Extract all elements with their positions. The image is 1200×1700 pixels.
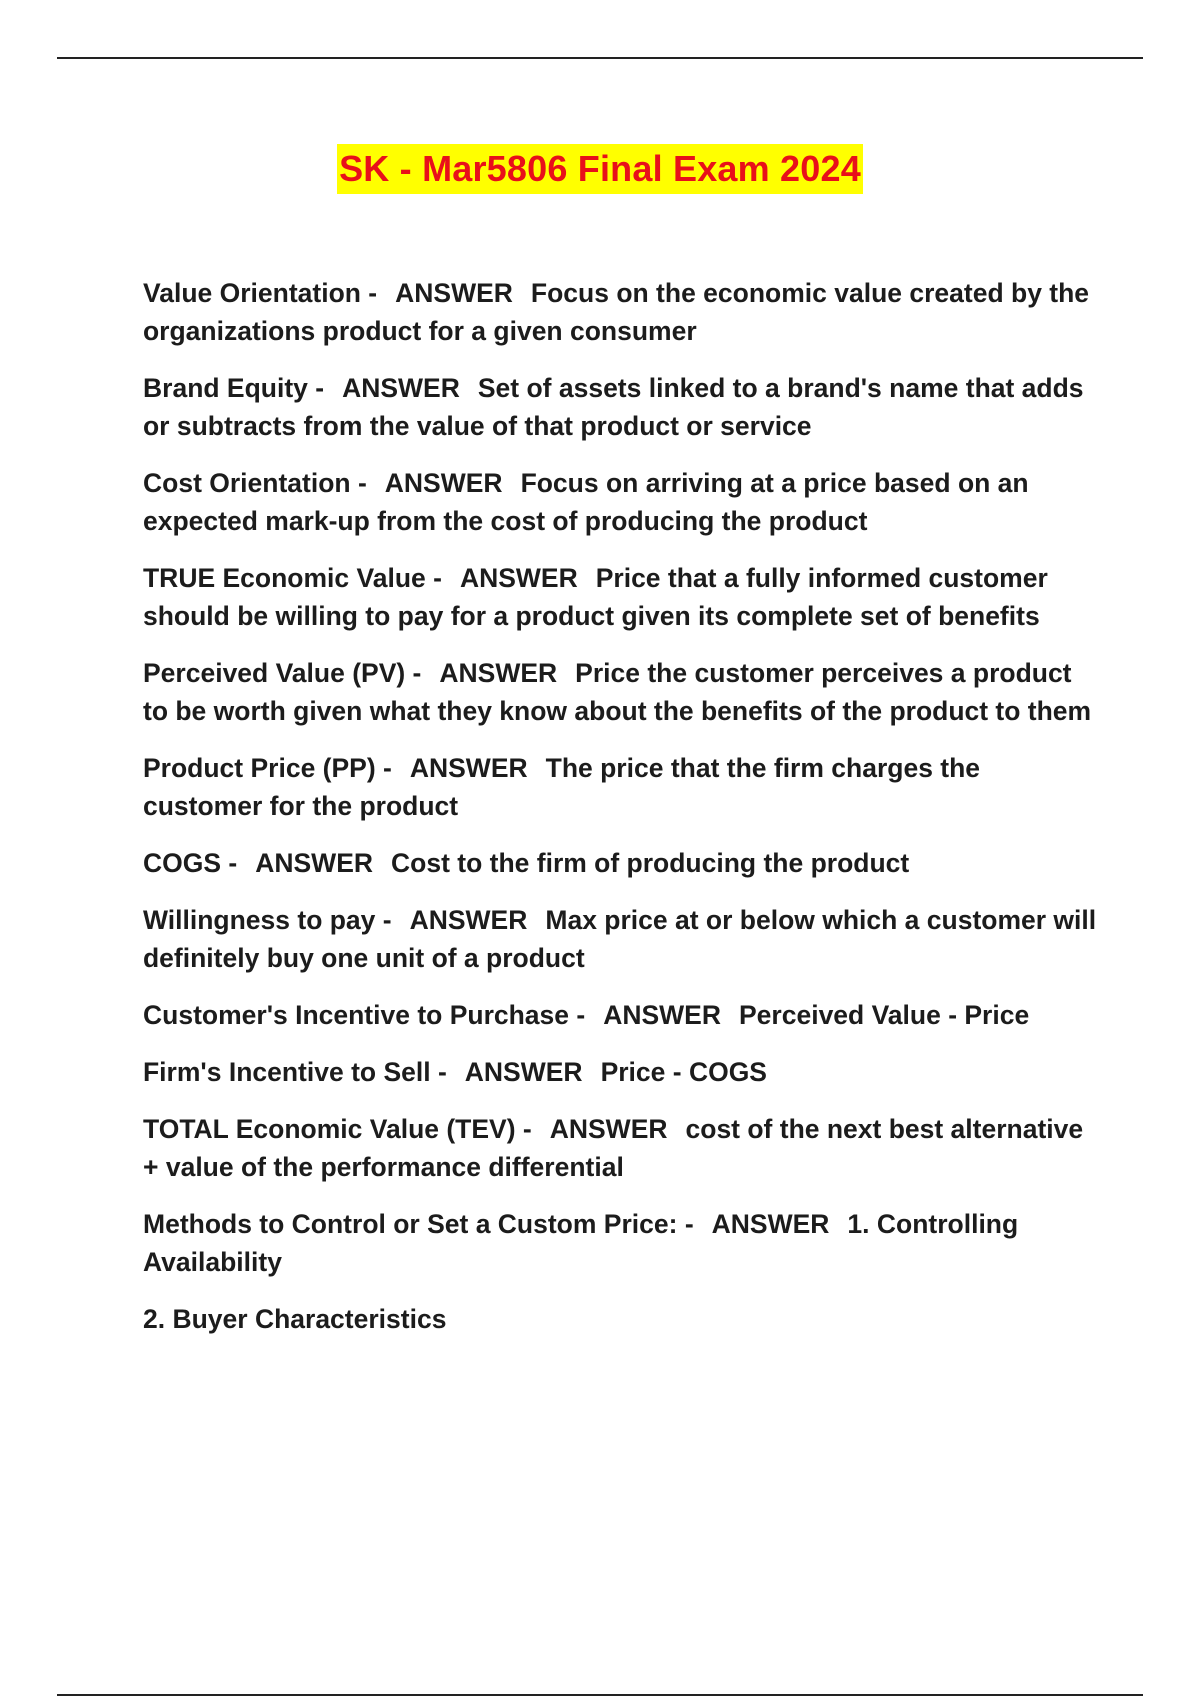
entry-total-economic-value <box>143 1110 1103 1186</box>
entry-firm-incentive <box>143 1053 1103 1091</box>
answer-label: ANSWER <box>603 1000 721 1030</box>
answer-label: ANSWER <box>342 373 460 403</box>
entry-term: Product Price (PP) - <box>143 753 392 783</box>
entry-true-economic-value <box>143 559 1103 635</box>
answer-label: ANSWER <box>464 1057 583 1087</box>
entry-definition: The price that the firm charges the customer for the product <box>143 753 988 821</box>
document-title: SK - Mar5806 Final Exam 2024 <box>337 144 863 194</box>
entry-term: Customer's Incentive to Purchase - <box>143 1000 586 1030</box>
entry-term: Cost Orientation - <box>143 468 367 498</box>
answer-label: ANSWER <box>255 848 374 878</box>
entries-list <box>143 274 1103 1357</box>
entry-definition: Price the customer perceives a product to be worth given what they know about the benefits of the product to them <box>143 658 1092 726</box>
entry-value-orientation <box>143 274 1103 350</box>
entry-definition: Price that a fully informed customer should be willing to pay for a product given its complete set of benefits <box>143 563 1056 631</box>
entry-product-price <box>143 749 1103 825</box>
answer-label: ANSWER <box>395 278 513 308</box>
entry-cost-orientation <box>143 464 1103 540</box>
top-rule <box>57 57 1143 59</box>
entry-definition: Set of assets linked to a brand's name that adds or subtracts from the value of that product or service <box>143 373 1091 441</box>
bottom-rule <box>57 1694 1143 1696</box>
entry-term: TOTAL Economic Value (TEV) - <box>143 1114 532 1144</box>
entry-definition: Focus on arriving at a price based on an expected mark-up from the cost of producing the product <box>143 468 1036 536</box>
entry-methods-custom-price <box>143 1205 1103 1281</box>
answer-label: ANSWER <box>439 658 558 688</box>
entry-term: COGS - <box>143 848 238 878</box>
entry-term: Methods to Control or Set a Custom Price: - <box>143 1209 694 1239</box>
entry-definition: 1. Controlling Availability <box>143 1209 1025 1277</box>
answer-label: ANSWER <box>409 905 528 935</box>
entry-definition: Focus on the economic value created by the organizations product for a given consumer <box>143 278 1097 346</box>
answer-label: ANSWER <box>384 468 503 498</box>
entry-continuation: 2. Buyer Characteristics <box>143 1304 447 1334</box>
entry-definition: Max price at or below which a customer will definitely buy one unit of a product <box>143 905 1104 973</box>
entry-perceived-value <box>143 654 1103 730</box>
answer-label: ANSWER <box>711 1209 830 1239</box>
entry-customer-incentive <box>143 996 1103 1034</box>
answer-label: ANSWER <box>549 1114 668 1144</box>
entry-willingness-to-pay <box>143 901 1103 977</box>
entry-definition: Cost to the firm of producing the product <box>391 848 910 878</box>
entry-definition: cost of the next best alternative + value of the performance differential <box>143 1114 1091 1182</box>
entry-brand-equity <box>143 369 1103 445</box>
entry-term: TRUE Economic Value - <box>143 563 442 593</box>
entry-term: Firm's Incentive to Sell - <box>143 1057 447 1087</box>
entry-cogs <box>143 844 1103 882</box>
entry-term: Willingness to pay - <box>143 905 392 935</box>
entry-term: Value Orientation - <box>143 278 378 308</box>
entry-definition: Perceived Value - Price <box>739 1000 1030 1030</box>
title-container <box>0 144 1200 194</box>
entry-definition: Price - COGS <box>600 1057 767 1087</box>
entry-term: Brand Equity - <box>143 373 325 403</box>
answer-label: ANSWER <box>409 753 528 783</box>
entry-term: Perceived Value (PV) - <box>143 658 422 688</box>
answer-label: ANSWER <box>459 563 578 593</box>
